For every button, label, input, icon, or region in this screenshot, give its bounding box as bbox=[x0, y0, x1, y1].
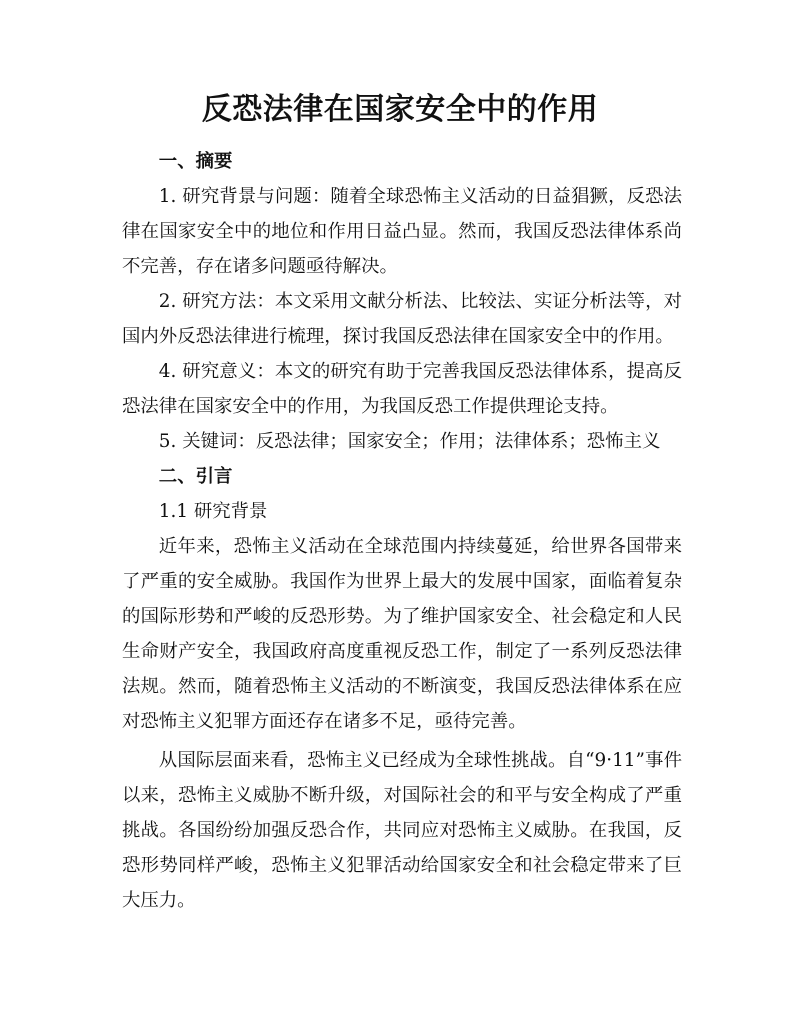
document-title: 反恐法律在国家安全中的作用 bbox=[201, 92, 599, 127]
subsection-heading-background: 1.1 研究背景 bbox=[158, 501, 268, 522]
introduction-paragraph-1: 近年来，恐怖主义活动在全球范围内持续蔓延，给世界各国带来了严重的安全威胁。我国作为世界上最大的发展中国家，面临着复杂的国际形势和严峻的反恐形势。为了维护国家安全、社会稳定和人民生命财产安全，我国政府高度重视反恐工作，制定了一系列反恐法律法规。然而，随着恐怖主义活动的不断演变，我国反恐法律体系在应对恐怖主义犯罪方面还存在诸多不足，亟待完善。 bbox=[122, 536, 682, 732]
abstract-background-paragraph: 1. 研究背景与问题：随着全球恐怖主义活动的日益猖獗，反恐法律在国家安全中的地位和作用日益凸显。然而，我国反恐法律体系尚不完善，存在诸多问题亟待解决。 bbox=[122, 186, 682, 277]
abstract-method-paragraph: 2. 研究方法：本文采用文献分析法、比较法、实证分析法等，对国内外反恐法律进行梳理，探讨我国反恐法律在国家安全中的作用。 bbox=[122, 291, 682, 347]
section-heading-abstract: 一、摘要 bbox=[158, 151, 233, 172]
section-heading-introduction: 二、引言 bbox=[158, 466, 233, 487]
abstract-keywords-paragraph: 5. 关键词：反恐法律；国家安全；作用；法律体系；恐怖主义 bbox=[158, 431, 661, 452]
document-body bbox=[122, 144, 682, 918]
introduction-paragraph-2: 从国际层面来看，恐怖主义已经成为全球性挑战。自“9·11”事件以来，恐怖主义威胁不断升级，对国际社会的和平与安全构成了严重挑战。各国纷纷加强反恐合作，共同应对恐怖主义威胁。在我国，反恐形势同样严峻，恐怖主义犯罪活动给国家安全和社会稳定带来了巨大压力。 bbox=[122, 750, 682, 911]
abstract-significance-paragraph: 4. 研究意义：本文的研究有助于完善我国反恐法律体系，提高反恐法律在国家安全中的作用，为我国反恐工作提供理论支持。 bbox=[122, 361, 682, 417]
